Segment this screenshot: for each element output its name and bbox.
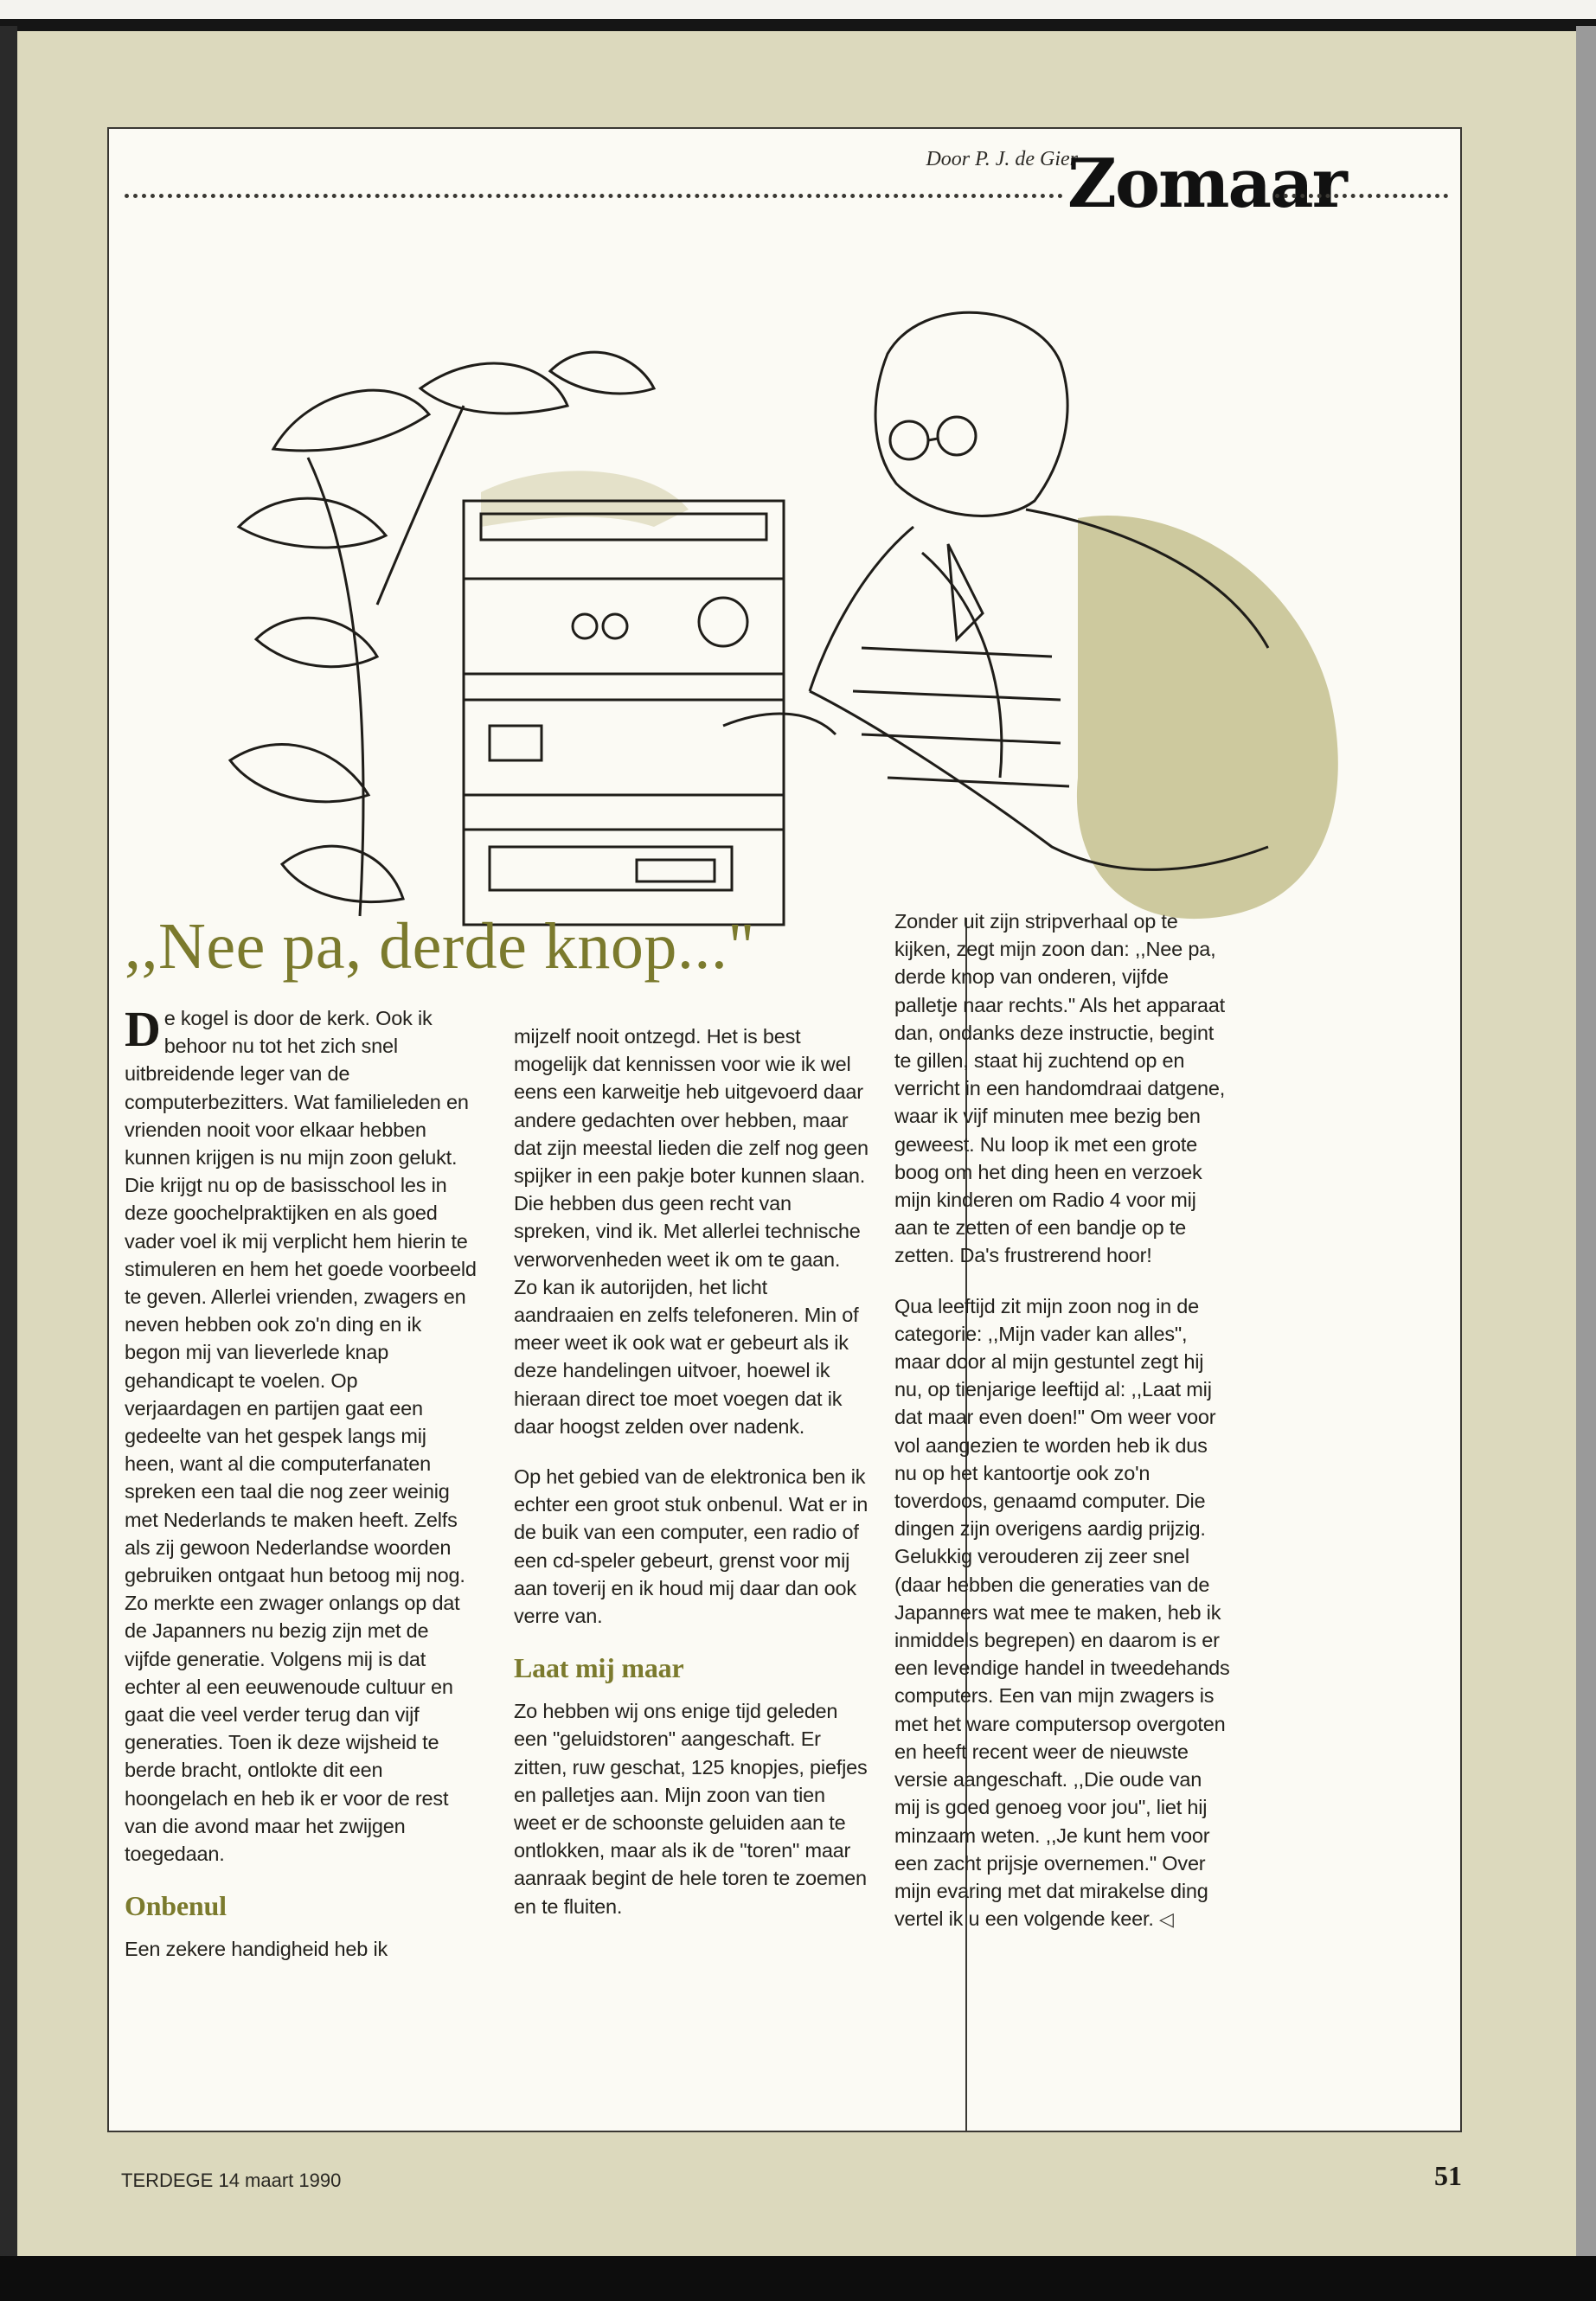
plant-leaves-icon	[230, 352, 654, 916]
dotted-rule-right	[1275, 194, 1448, 198]
dotted-rule-left	[125, 194, 1063, 198]
article-column-3	[894, 907, 1232, 1933]
scan-left-edge	[0, 26, 17, 2258]
paragraph: Op het gebied van de elektronica ben ik echter een groot stuk onbenul. Wat er in de buik van een computer, een radio of een cd-speler gebeurt, grenst voor mij aan toverij en ik houd mij daar dan ook verre van.	[514, 1465, 869, 1628]
paragraph: Qua leeftijd zit mijn zoon nog in de categorie: ,,Mijn vader kan alles", maar door al mijn gestuntel zegt hij nu, op tienjarige leeftijd al: ,,Laat mij dat maar even doen!" Om weer voor vol aangezien te worden heb ik dus nu op het kantoortje ook zo'n toverdoos, genaamd computer. Die dingen zijn overigens aardig prijzig. Gelukkig verouderen zij zeer snel (daar hebben die generaties van de Japanners wat mee te maken, heb ik inmiddels begrepen) en daarom is er een levendige handel in tweedehands computers. Een van mijn zwagers is met het ware computersop overgoten en heeft recent weer de nieuwste versie aangeschaft. ,,Die oude van mij is goed genoeg voor jou", liet hij minzaam weten. ,,Je kunt hem voor een zacht prijsje overnemen." Over mijn evaring met dat mirakelse ding vertel ik u een volgende keer. ◁	[894, 1294, 1230, 1931]
subheading: Laat mij maar	[514, 1652, 684, 1684]
paragraph: De kogel is door de kerk. Ook ik behoor nu tot het zich snel uitbreidende leger van de computerbezitters. Wat familieleden en vrienden nooit voor elkaar hebben kunnen krijgen is nu mijn zoon gelukt. Die krijgt nu op de basisschool les in deze goochelpraktijken en als goed vader voel ik mij verplicht hem hierin te stimuleren en hem het goede voorbeeld te geven. Allerlei vrienden, zwagers en neven hebben ook zo'n ding en ik begon mij van lieverlede knap gehandicapt te voelen. Op verjaardagen en partijen gaat een gedeelte van het gespek langs mij heen, want al die computerfanaten spreken een taal die nog zeer weinig met Nederlands te maken heeft. Zelfs als zij gewoon Nederlandse woorden gebruiken ontgaat hun betoog mij nog. Zo merkte een zwager onlangs op dat de Japanners nu bezig zijn met de vijfde generatie. Volgens mij is dat echter al een eeuwenoude cultuur en gaat die veel verder terug dan vijf generaties. Toen ik deze wijsheid te berde bracht, ontlokte dit een hoongelach en heb ik er voor de rest van die avond maar het zwijgen toegedaan.	[125, 1001, 477, 1866]
article-column-1	[125, 1001, 479, 1964]
subheading: Onbenul	[125, 1890, 227, 1922]
publication-info: TERDEGE 14 maart 1990	[121, 2170, 342, 2191]
paragraph: Zo hebben wij ons enige tijd geleden een "geluidstoren" aangeschaft. Er zitten, ruw geschat, 125 knopjes, piefjes en palletjes aan. Mijn zoon van tien weet er de schoonste geluiden aan te ontlokken, maar als ik de "toren" maar aanraak begint de hele toren te zoemen en te fluiten.	[514, 1700, 868, 1918]
scan-right-edge	[1576, 26, 1596, 2258]
page-number: 51	[1434, 2160, 1462, 2191]
scan-bottom-edge	[0, 2256, 1596, 2301]
byline: Door P. J. de Gier	[926, 148, 1078, 170]
article-panel	[107, 127, 1462, 2132]
article-column-2	[514, 1022, 869, 1920]
stereo-tower-icon	[464, 501, 784, 925]
paragraph: Zonder uit zijn stripverhaal op te kijken, zegt mijn zoon dan: ,,Nee pa, derde knop van onderen, vijfde palletje naar rechts." Als het apparaat dan, ondanks deze instructie, begint te gillen, staat hij zuchtend op en verricht in een handomdraai datgene, waar ik vijf minuten mee bezig ben geweest. Nu loop ik met een grote boog om het ding heen en verzoek mijn kinderen om Radio 4 voor mij aan te zetten of een bandje op te zetten. Da's frustrerend hoor!	[894, 910, 1226, 1267]
scan-top-bar	[0, 19, 1596, 31]
paragraph: Een zekere handigheid heb ik	[125, 1938, 388, 1961]
man-with-stereo-illustration	[204, 241, 1433, 1011]
article-headline: ,,Nee pa, derde knop..."	[125, 910, 755, 983]
drop-cap: D	[125, 1001, 161, 1057]
end-mark-icon: ◁	[1159, 1908, 1174, 1931]
section-title: Zomaar	[1067, 144, 1346, 223]
paragraph: mijzelf nooit ontzegd. Het is best mogelijk dat kennissen voor wie ik wel eens een karweitje heb uitgevoerd daar andere gedachten over hebben, maar dat zijn meestal lieden die zelf nog geen spijker in een pakje boter kunnen slaan. Die hebben dus geen recht van spreken, vind ik. Met allerlei technische verworvenheden weet ik om te gaan. Zo kan ik autorijden, het licht aandraaien en zelfs telefoneren. Min of meer weet ik ook wat er gebeurt als ik deze handelingen uitvoer, hoewel ik hieraan direct toe moet voegen dat ik daar hoogst zelden over nadenk.	[514, 1025, 869, 1438]
